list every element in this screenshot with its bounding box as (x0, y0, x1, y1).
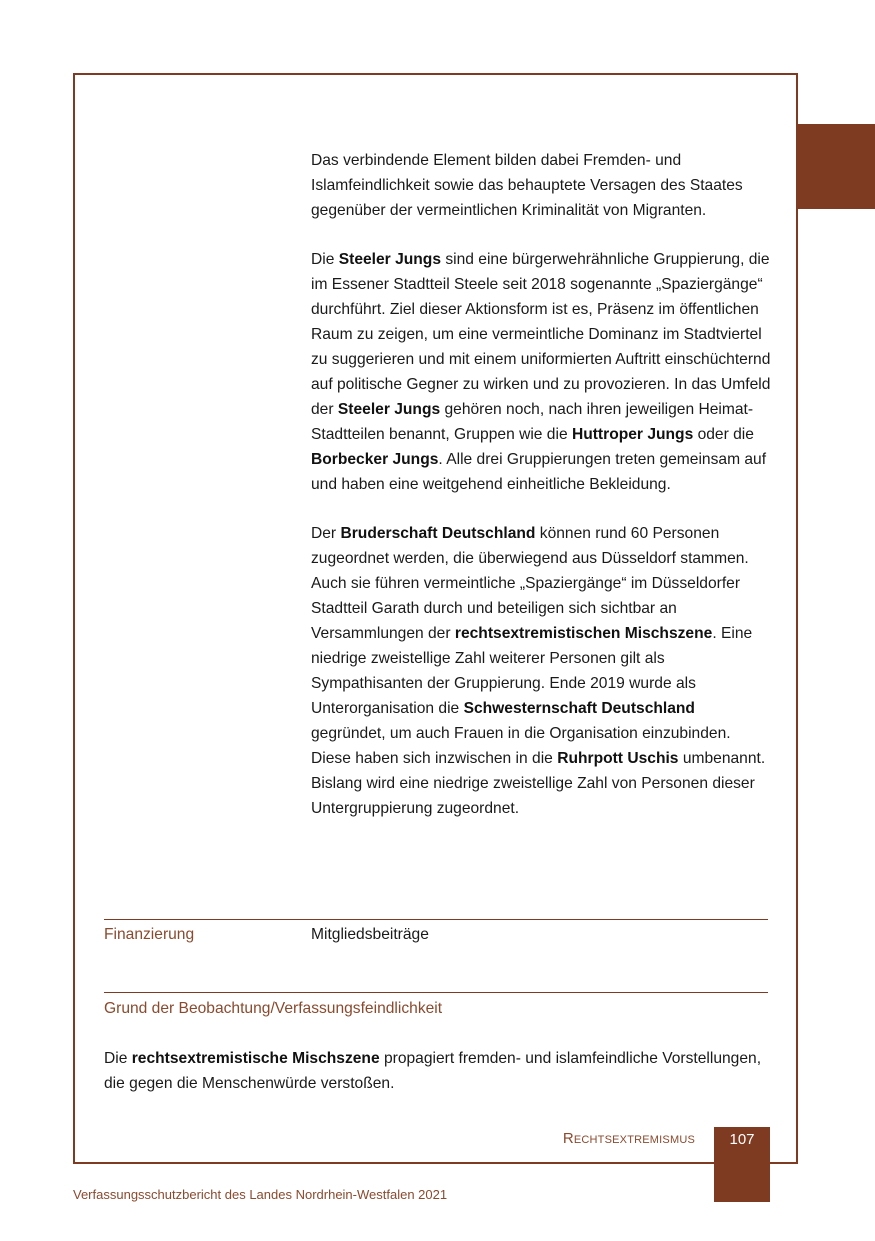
page-number-box (714, 1127, 770, 1202)
bold-term: Bruderschaft Deutschland (340, 525, 536, 542)
bold-term: Steeler Jungs (337, 401, 441, 418)
text-segment: Die (311, 251, 339, 268)
bold-term: Ruhrpott Uschis (557, 750, 679, 767)
reason-text (104, 1046, 764, 1096)
text-segment: oder die (693, 426, 754, 443)
footer-source: Verfassungsschutzbericht des Landes Nordrhein-Westfalen 2021 (73, 1187, 448, 1202)
paragraph-3 (311, 521, 771, 821)
bold-term: Huttroper Jungs (571, 426, 694, 443)
chapter-tab-marker (798, 124, 875, 209)
text-segment: Die (104, 1050, 132, 1067)
bold-term: rechtsextremistische Mischszene (131, 1050, 380, 1067)
text-segment: gehören noch, nach ihren jeweiligen Heimat-Stadtteilen benannt, Gruppen wie die (311, 401, 754, 443)
financing-value: Mitgliedsbeiträge (311, 926, 429, 943)
text-segment: propagiert fremden- und islamfeindliche Vorstellungen, die gegen die Menschenwürde verstoßen. (104, 1050, 762, 1092)
footer-section-title: Rechtsextremismus (562, 1130, 695, 1147)
text-segment: . Eine niedrige zweistellige Zahl weiterer Personen gilt als Sympathisanten der Gruppierung. Ende 2019 wurde als Unterorganisation die (311, 625, 753, 717)
page-number: 107 (729, 1131, 755, 1148)
paragraph-2 (311, 247, 771, 497)
text-segment: umbenannt. Bislang wird eine niedrige zweistellige Zahl von Personen dieser Untergruppierung zugeordnet. (311, 750, 766, 817)
bold-term: rechtsextremistischen Mischszene (454, 625, 713, 642)
text-segment: können rund 60 Personen zugeordnet werden, die überwiegend aus Düsseldorf stammen. Auch sie führen vermeintliche „Spaziergänge“ im Düsseldorfer Stadtteil Garath durch und beteiligen sich sichtbar an Versammlungen der (311, 525, 749, 642)
bold-term: Borbecker Jungs (311, 451, 439, 468)
text-segment: sind eine bürgerwehrähnliche Gruppierung, die im Essener Stadtteil Steele seit 2018 sogenannte „Spaziergänge“ durchführt. Ziel dieser Aktionsform ist es, Präsenz im öffentlichen Raum zu zeigen, um eine vermeintliche Dominanz im Stadtviertel zu suggerieren und mit einem uniformierten Auftritt einschüchternd auf politische Gegner zu wirken und zu provozieren. In das Umfeld der (311, 251, 771, 418)
main-body-text (311, 148, 771, 821)
bold-term: Steeler Jungs (338, 251, 441, 268)
divider-reason (104, 992, 768, 993)
text-segment: . Alle drei Gruppierungen treten gemeinsam auf und haben eine weitgehend einheitliche Bekleidung. (311, 451, 767, 493)
divider-financing (104, 919, 768, 920)
paragraph-1 (311, 148, 771, 223)
text-segment: gegründet, um auch Frauen in die Organisation einzubinden. Diese haben sich inzwischen in die (311, 725, 731, 767)
text-segment: Das verbindende Element bilden dabei Fremden- und Islamfeindlichkeit sowie das behauptete Versagen des Staates gegenüber der vermeintlichen Kriminalität von Migranten. (311, 152, 743, 219)
financing-label: Finanzierung (104, 926, 195, 943)
bold-term: Schwesternschaft Deutschland (463, 700, 695, 717)
reason-label: Grund der Beobachtung/Verfassungsfeindlichkeit (104, 1000, 443, 1017)
text-segment: Der (311, 525, 341, 542)
